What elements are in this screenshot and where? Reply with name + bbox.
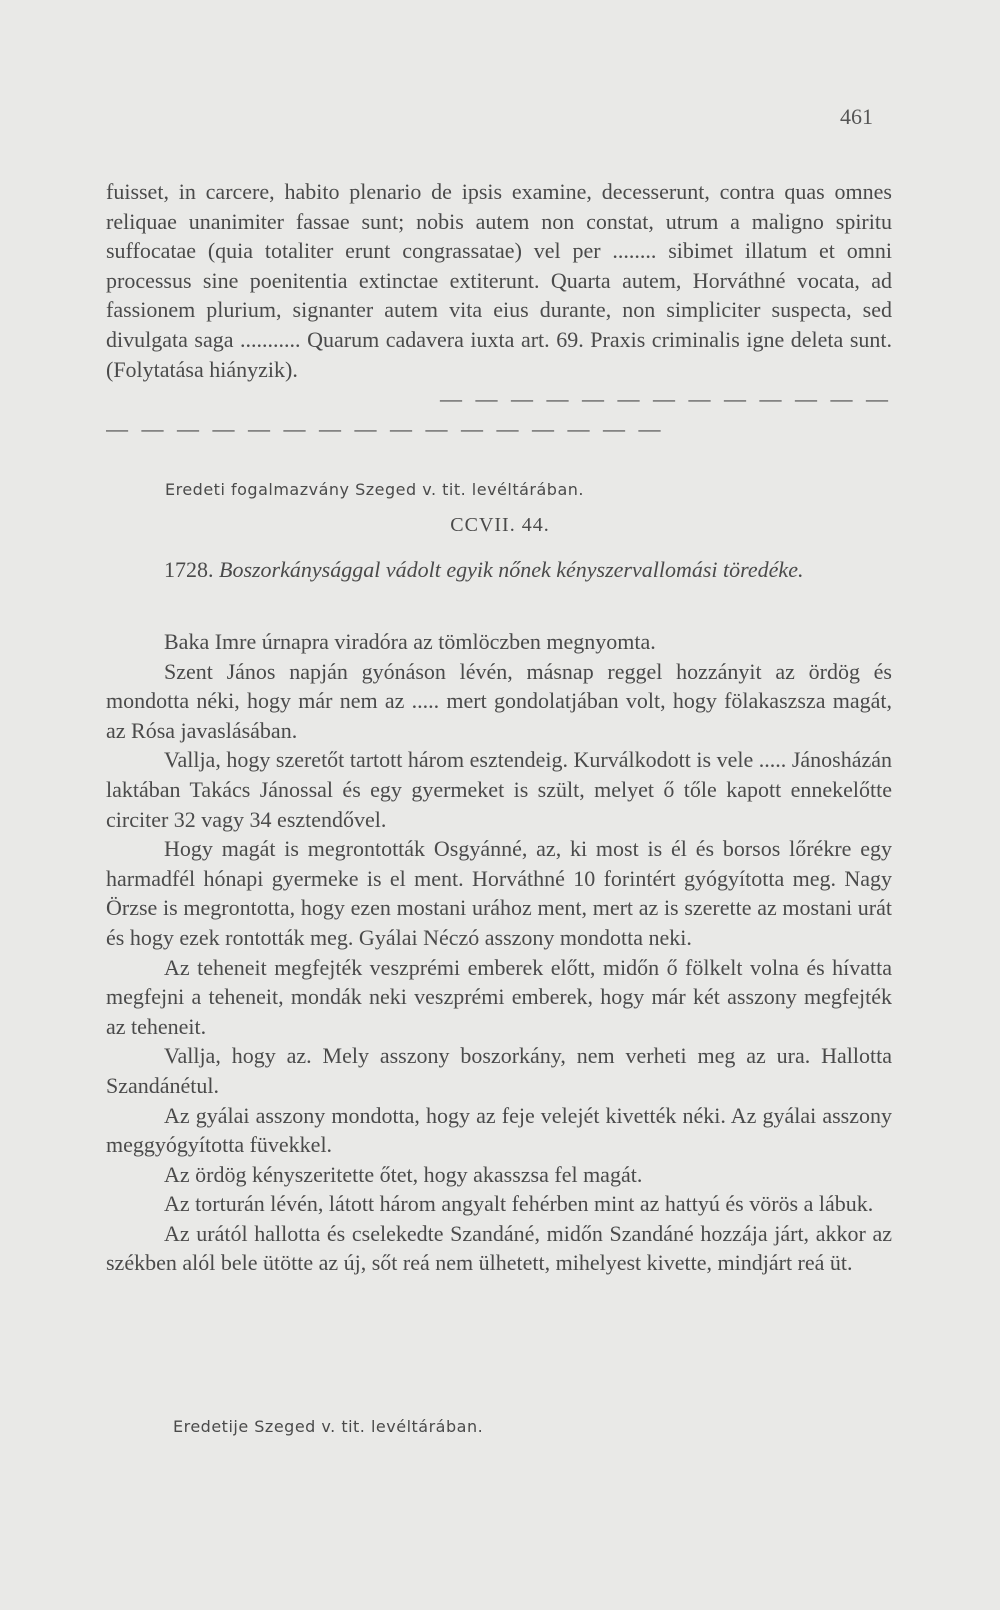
dash-line: — — — — — — — — — — — — — — [440, 386, 892, 412]
heading-title: Boszorkánysággal vádolt egyik nőnek kényszervallomási töredéke. — [219, 557, 804, 582]
paragraph: Az teheneit megfejték veszprémi emberek előtt, midőn ő fölkelt volna és hívatta megfejni a teheneit, mondák neki veszprémi emberek, hogy már két asszony megfejték az teheneit. — [106, 954, 892, 1039]
paragraph: Hogy magát is megrontották Osgyánné, az, ki most is él és borsos lőrékre egy harmadfél hónapi gyermeke is el ment. Horváthné 10 forintért gyógyította meg. Nagy Örzse is megrontotta, hogy ezen mostani urához ment, mert az is szerette az mostani urát és hogy ezek rontották meg. Gyálai Néczó asszony mondotta neki. — [106, 836, 892, 950]
latin-text-block — [106, 177, 892, 443]
paragraph: Az urától hallotta és cselekedte Szandáné, midőn Szandáné hozzája járt, akkor az székben alól bele ütötte az új, sőt reá nem ülhetett, mihelyest kivette, mindjárt reá üt. — [106, 1220, 892, 1276]
paragraph: Az torturán lévén, látott három angyalt fehérben mint az hattyú és vörös a lábuk. — [164, 1191, 874, 1217]
paragraph: Vallja, hogy az. Mely asszony boszorkány, nem verheti meg az ura. Hallotta Szandánétul. — [106, 1043, 892, 1098]
latin-paragraph: fuisset, in carcere, habito plenario de ipsis examine, decesserunt, contra quas omnes reliquae unanimiter fassae sunt; nobis autem non constat, utrum a maligno spiritu suffocatae (quia totaliter erunt congrassatae) vel per ........ sibimet illatum et omni processus sine poenitentia extinctae extiterunt. Quarta autem, Horváthné vocata, ad fassionem plurium, signanter autem vita eius durante, non simpliciter suspecta, sed divulgata saga ........... Quarum cadavera iuxta art. 69. Praxis criminalis igne deleta sunt. (Folytatása hiányzik). — [106, 179, 892, 382]
document-heading — [106, 555, 892, 585]
paragraph: Vallja, hogy szeretőt tartott három esztendeig. Kurválkodott is vele ..... Jánosházán laktában Takács Jánossal és egy gyermeket is szült, melyet ő tőle kapott ennekelőtte circiter 32 vagy 34 esztendővel. — [106, 747, 892, 832]
document-number: CCVII. 44. — [450, 514, 550, 536]
source-note: Eredetije Szeged v. tit. levéltárában. — [173, 1417, 484, 1436]
page-number: 461 — [840, 104, 873, 129]
dash-line: — — — — — — — — — — — — — — — — — [106, 415, 665, 441]
paragraph: Az gyálai asszony mondotta, hogy az feje velejét kivették néki. Az gyálai asszony meggyógyította füvekkel. — [106, 1102, 892, 1158]
heading-year: 1728. — [164, 557, 214, 582]
hungarian-text-block — [106, 627, 892, 1278]
paragraph: Az ördög kényszeritette őtet, hogy akasszsa fel magát. — [164, 1161, 643, 1187]
paragraph: Szent János napján gyónáson lévén, másnap reggel hozzányit az ördög és mondotta néki, hogy már nem az ..... mert gondolatjában volt, hogy fölakaszsza magát, az Rósa javaslásában. — [106, 658, 892, 743]
source-note: Eredeti fogalmazvány Szeged v. tit. levéltárában. — [165, 480, 584, 499]
paragraph: Baka Imre úrnapra viradóra az tömlöczben megnyomta. — [164, 629, 656, 654]
